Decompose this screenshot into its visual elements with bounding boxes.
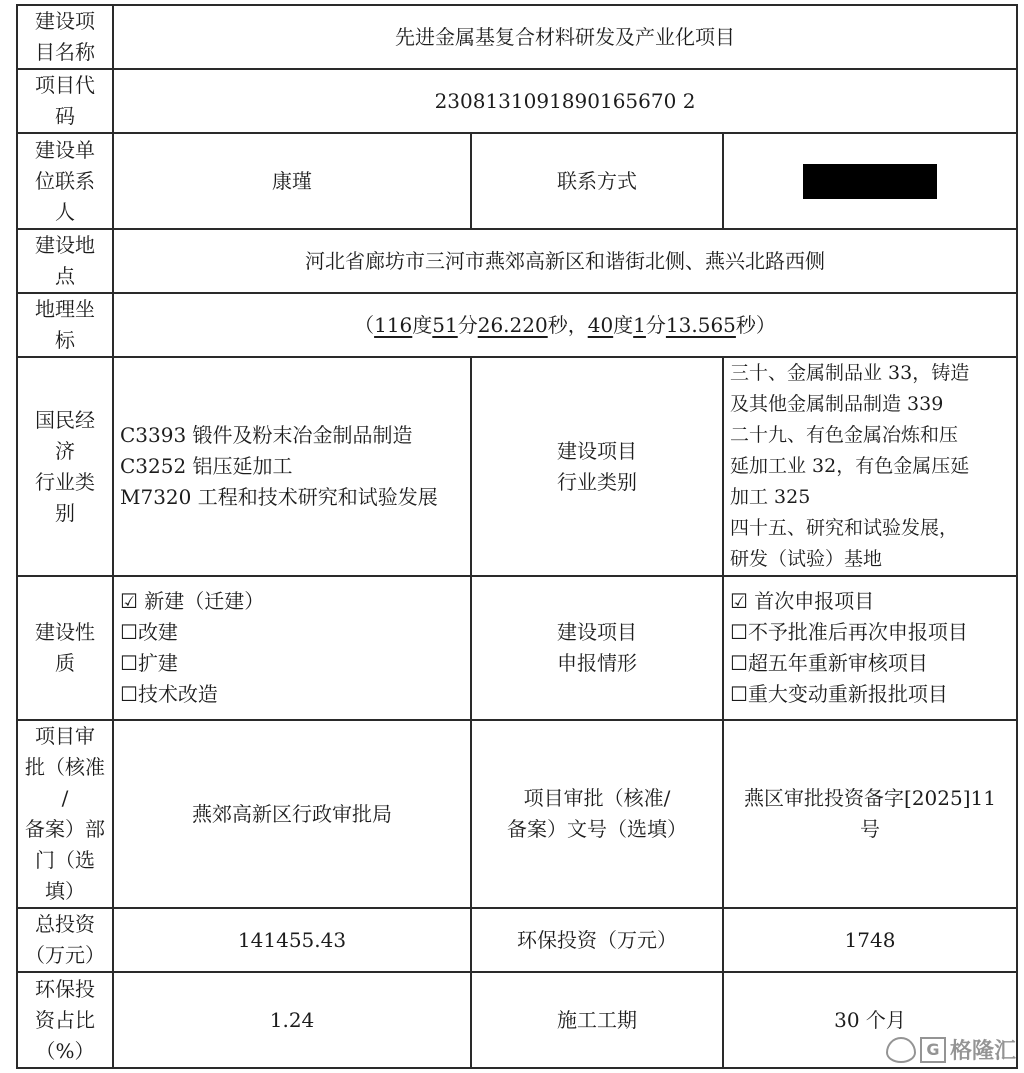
contact-name: 康瑾 — [113, 133, 471, 229]
row-project-code — [17, 69, 1017, 133]
construction-period-label: 施工工期 — [471, 972, 723, 1068]
checkbox-empty-icon: ☐ — [120, 682, 138, 706]
gelonghui-logo-icon: G — [920, 1037, 946, 1063]
project-name-label: 建设项 目名称 — [17, 5, 113, 69]
situation-major-change: ☐重大变动重新报批项目 — [730, 682, 948, 706]
industry-code: C3252 铝压延加工 — [120, 454, 293, 478]
project-info-table — [16, 4, 1018, 1069]
checkbox-checked-icon: ☑ — [730, 589, 748, 613]
nature-label: 建设性 质 — [17, 576, 113, 720]
row-location — [17, 229, 1017, 293]
industry-label: 国民经 济 行业类 别 — [17, 357, 113, 576]
situation-first: ☑ 首次申报项目 — [730, 589, 875, 613]
checkbox-empty-icon: ☐ — [730, 682, 748, 706]
ratio-label: 环保投 资占比 （%） — [17, 972, 113, 1068]
checkbox-empty-icon: ☐ — [730, 651, 748, 675]
industry-code: M7320 工程和技术研究和试验发展 — [120, 485, 438, 509]
investment-label: 总投资 （万元） — [17, 908, 113, 972]
coordinates-value: （116度51分26.220秒，40度1分13.565秒） — [113, 293, 1017, 357]
row-investment — [17, 908, 1017, 972]
checkbox-empty-icon: ☐ — [730, 620, 748, 644]
situation-options — [723, 576, 1017, 720]
situation-label: 建设项目 申报情形 — [471, 576, 723, 720]
ratio-value: 1.24 — [113, 972, 471, 1068]
industry-codes — [113, 357, 471, 576]
row-coordinates — [17, 293, 1017, 357]
latitude-seconds: 13.565 — [665, 312, 736, 337]
option-tech-upgrade: ☐技术改造 — [120, 682, 218, 706]
project-code-value: 2308131091890165670 2 — [113, 69, 1017, 133]
watermark-text: 格隆汇 — [949, 1039, 1016, 1064]
checkbox-empty-icon: ☐ — [120, 620, 138, 644]
env-investment-label: 环保投资（万元） — [471, 908, 723, 972]
checkbox-empty-icon: ☐ — [120, 651, 138, 675]
contact-method-value — [723, 133, 1017, 229]
latitude-degrees: 40 — [587, 312, 614, 337]
nature-options — [113, 576, 471, 720]
longitude-degrees: 116 — [374, 312, 413, 337]
contact-method-label: 联系方式 — [471, 133, 723, 229]
situation-five-year: ☐超五年重新审核项目 — [730, 651, 928, 675]
weibo-icon — [886, 1037, 916, 1063]
latitude-minutes: 1 — [633, 312, 646, 337]
longitude-seconds: 26.220 — [477, 312, 548, 337]
row-nature — [17, 576, 1017, 720]
contact-label: 建设单 位联系 人 — [17, 133, 113, 229]
situation-resubmit: ☐不予批准后再次申报项目 — [730, 620, 968, 644]
option-new: ☑ 新建（迁建） — [120, 589, 265, 613]
option-expand: ☐扩建 — [120, 651, 178, 675]
row-project-name — [17, 5, 1017, 69]
redaction-box — [803, 164, 937, 199]
construction-period-value: 30 个月 — [723, 972, 1017, 1068]
project-name-value: 先进金属基复合材料研发及产业化项目 — [113, 5, 1017, 69]
checkbox-checked-icon: ☑ — [120, 589, 138, 613]
row-industry — [17, 357, 1017, 576]
approval-department: 燕郊高新区行政审批局 — [113, 720, 471, 908]
location-label: 建设地 点 — [17, 229, 113, 293]
approval-doc-value: 燕区审批投资备字[2025]11 号 — [723, 720, 1017, 908]
watermark — [886, 1034, 1016, 1065]
row-approval — [17, 720, 1017, 908]
industry-code: C3393 锻件及粉末冶金制品制造 — [120, 423, 413, 447]
approval-label: 项目审 批（核准 / 备案）部 门（选 填） — [17, 720, 113, 908]
option-rebuild: ☐改建 — [120, 620, 178, 644]
row-contact — [17, 133, 1017, 229]
row-ratio — [17, 972, 1017, 1068]
total-investment-value: 141455.43 — [113, 908, 471, 972]
category-label: 建设项目 行业类别 — [471, 357, 723, 576]
env-investment-value: 1748 — [723, 908, 1017, 972]
longitude-minutes: 51 — [432, 312, 458, 337]
location-value: 河北省廊坊市三河市燕郊高新区和谐街北侧、燕兴北路西侧 — [113, 229, 1017, 293]
approval-doc-label: 项目审批（核准/ 备案）文号（选填） — [471, 720, 723, 908]
coordinates-label: 地理坐 标 — [17, 293, 113, 357]
project-code-label: 项目代 码 — [17, 69, 113, 133]
category-values: 三十、金属制品业 33，铸造 及其他金属制品制造 339 二十九、有色金属冶炼和压 延加工业 32，有色金属压延 加工 325 四十五、研究和试验发展， 研发（试验）基地 — [723, 357, 1017, 576]
